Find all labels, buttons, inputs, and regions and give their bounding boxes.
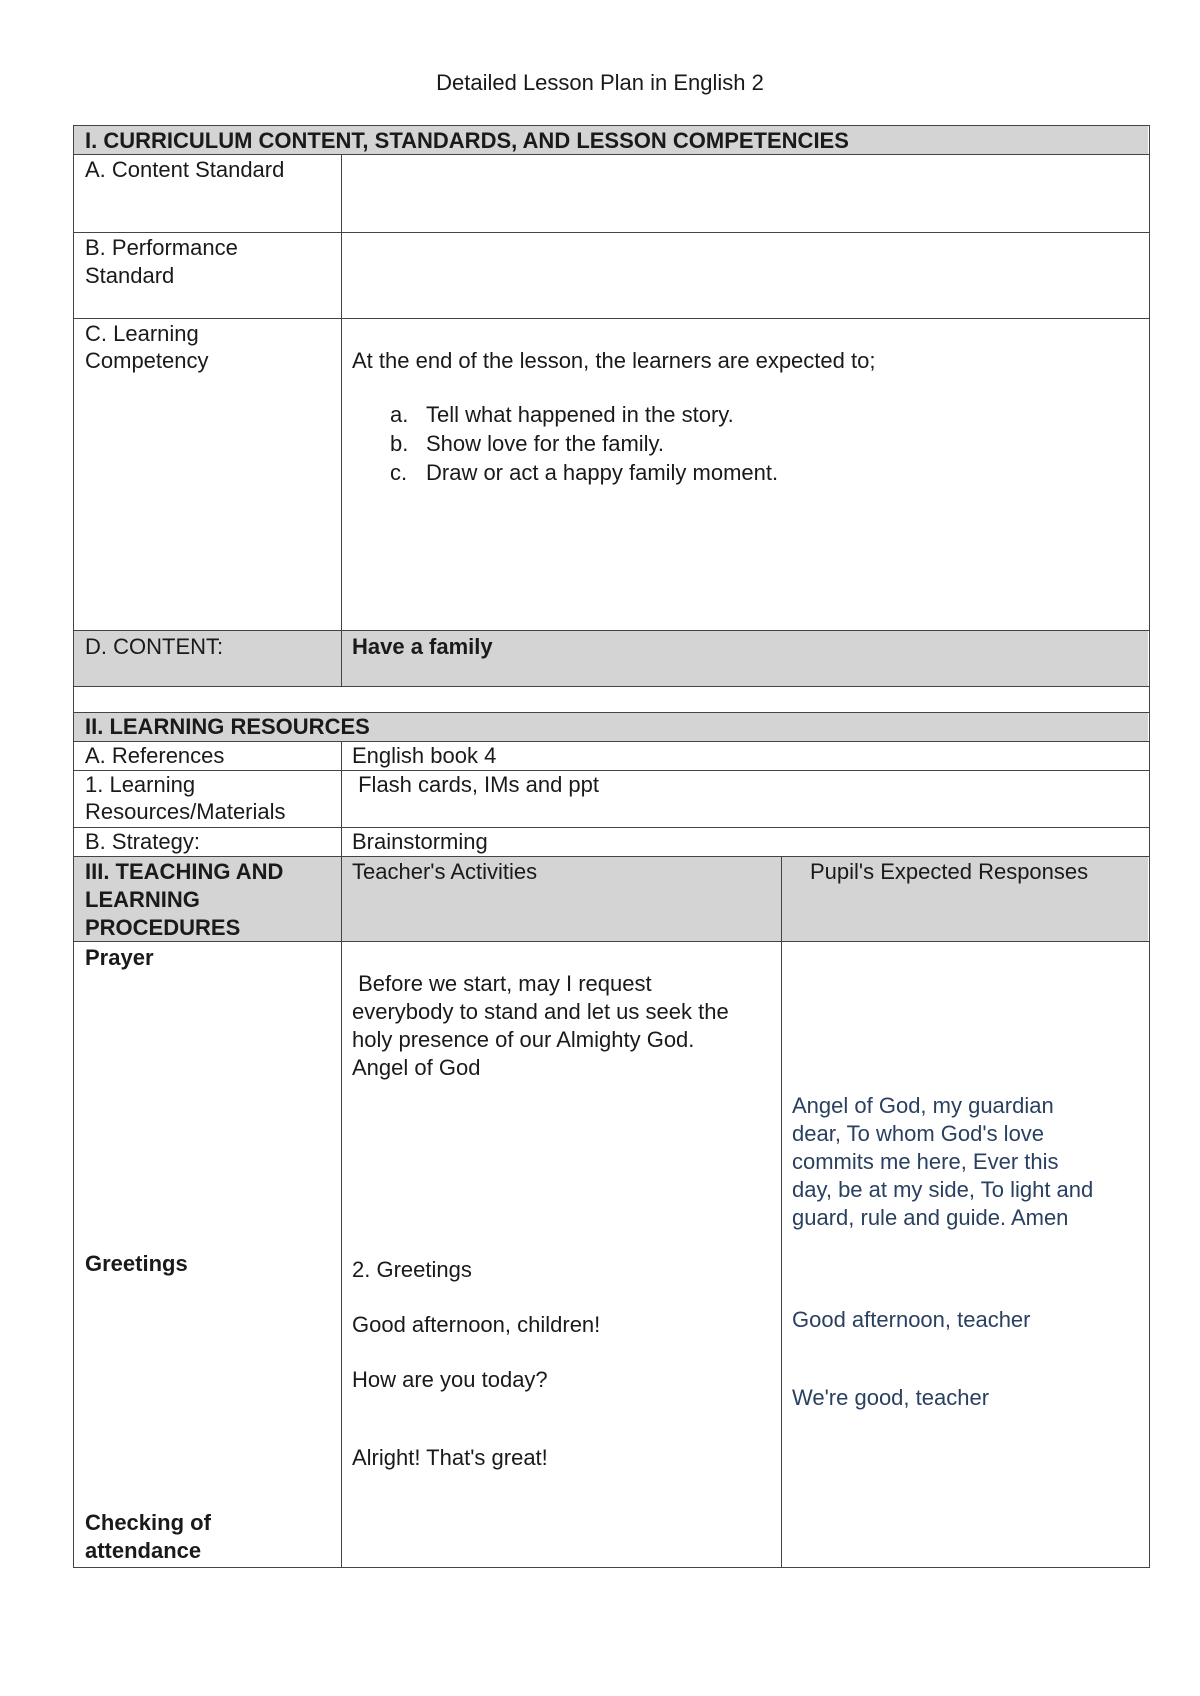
row-divider [73, 770, 1150, 771]
competency-intro: At the end of the lesson, the learners are expected to; [352, 348, 876, 373]
column-divider [341, 154, 342, 686]
materials-label: Resources/Materials [85, 799, 286, 824]
content-label: D. CONTENT: [85, 634, 224, 659]
document-title: Detailed Lesson Plan in English 2 [436, 70, 764, 95]
learning-competency-label: C. Learning [85, 321, 199, 346]
learning-competency-label: Competency [85, 348, 209, 373]
row-divider [73, 686, 1150, 687]
content-value: Have a family [352, 634, 493, 659]
list-item: a. Tell what happened in the story. [390, 402, 734, 427]
section1-header: I. CURRICULUM CONTENT, STANDARDS, AND LESSON COMPETENCIES [85, 128, 849, 153]
row-divider [73, 856, 1150, 857]
prayer-teacher-text: Before we start, may I request [352, 971, 652, 996]
references-value: English book 4 [352, 743, 497, 768]
list-marker: a. [390, 402, 409, 427]
strategy-label: B. Strategy: [85, 829, 200, 854]
list-item: b. Show love for the family. [390, 431, 665, 456]
list-item: c. Draw or act a happy family moment. [390, 460, 779, 485]
prayer-pupil-text: commits me here, Ever this [792, 1149, 1059, 1174]
performance-standard-label: Standard [85, 263, 175, 288]
prayer-teacher-text: holy presence of our Almighty God. [352, 1027, 695, 1052]
prayer-pupil-text: guard, rule and guide. Amen [792, 1205, 1069, 1230]
lesson-plan-table [73, 125, 1150, 1568]
materials-label: 1. Learning [85, 772, 196, 797]
prayer-teacher-text: Angel of God [352, 1055, 481, 1080]
row-divider [73, 232, 1150, 233]
list-marker: b. [390, 431, 409, 456]
objectives-list [390, 400, 778, 487]
attendance-label: attendance [85, 1538, 202, 1563]
prayer-label: Prayer [85, 945, 154, 970]
greetings-pupil-text: Good afternoon, teacher [792, 1307, 1031, 1332]
materials-value: Flash cards, IMs and ppt [352, 772, 599, 797]
section2-header: II. LEARNING RESOURCES [85, 714, 370, 739]
section3-header: III. TEACHING AND [85, 859, 284, 884]
prayer-pupil-text: day, be at my side, To light and [792, 1177, 1094, 1202]
row-divider [73, 630, 1150, 631]
column-divider [781, 856, 782, 1568]
greetings-teacher-text: Alright! That's great! [352, 1445, 548, 1470]
row-divider [73, 741, 1150, 742]
greetings-teacher-text: Good afternoon, children! [352, 1312, 601, 1337]
greetings-teacher-text: How are you today? [352, 1367, 548, 1392]
greetings-teacher-heading: 2. Greetings [352, 1257, 472, 1282]
list-marker: c. [390, 460, 408, 485]
prayer-pupil-text: Angel of God, my guardian [792, 1093, 1054, 1118]
section3-header: LEARNING [85, 887, 200, 912]
pupil-responses-header: Pupil's Expected Responses [810, 859, 1089, 884]
strategy-value: Brainstorming [352, 829, 488, 854]
column-divider [341, 741, 342, 1568]
references-label: A. References [85, 743, 225, 768]
prayer-teacher-text: everybody to stand and let us seek the [352, 999, 729, 1024]
performance-standard-label: B. Performance [85, 235, 238, 260]
content-standard-label: A. Content Standard [85, 157, 285, 182]
greetings-pupil-text: We're good, teacher [792, 1385, 990, 1410]
greetings-label: Greetings [85, 1251, 188, 1276]
attendance-label: Checking of [85, 1510, 211, 1535]
prayer-pupil-text: dear, To whom God's love [792, 1121, 1045, 1146]
section3-header: PROCEDURES [85, 915, 241, 940]
row-divider [73, 318, 1150, 319]
row-divider [73, 827, 1150, 828]
teacher-activities-header: Teacher's Activities [352, 859, 538, 884]
